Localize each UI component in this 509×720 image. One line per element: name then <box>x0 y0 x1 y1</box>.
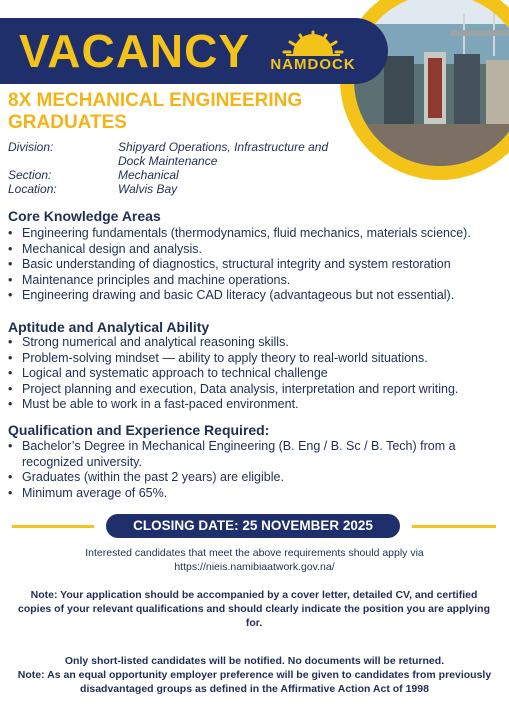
meta-value: Mechanical <box>118 168 179 182</box>
meta-key: Location: <box>8 182 57 196</box>
divider-right <box>412 525 496 528</box>
meta-location <box>8 182 358 196</box>
list-item: • Mechanical design and analysis. <box>8 242 503 258</box>
divider-left <box>12 525 94 528</box>
section-heading-aptitude: Aptitude and Analytical Ability <box>8 319 210 335</box>
meta-key: Division: <box>8 140 54 154</box>
shortlist-note: Only short-listed candidates will be notified. No documents will be returned. <box>64 655 445 667</box>
list-item: • Basic understanding of diagnostics, structural integrity and system restoration <box>8 257 503 273</box>
list-item: • Strong numerical and analytical reasoning skills. <box>8 335 503 351</box>
job-title: 8X MECHANICAL ENGINEERING GRADUATES <box>8 90 303 133</box>
apply-link[interactable]: https://nieis.namibiaatwork.gov.na/ <box>174 561 335 573</box>
list-item: • Must be able to work in a fast-paced environment. <box>8 397 503 413</box>
section-heading-core: Core Knowledge Areas <box>8 208 161 224</box>
logo-text: NAMDOCK <box>270 56 356 73</box>
list-item: • Problem-solving mindset — ability to apply theory to real-world situations. <box>8 351 503 367</box>
list-item: • Maintenance principles and machine operations. <box>8 273 503 289</box>
list-item: • Minimum average of 65%. <box>8 486 478 502</box>
section-heading-qualification: Qualification and Experience Required: <box>8 422 270 438</box>
list-item: • Engineering drawing and basic CAD literacy (advantageous but not essential). <box>8 288 503 304</box>
meta-division <box>8 140 358 168</box>
meta-value: Shipyard Operations, Infrastructure and Dock Maintenance <box>118 140 329 168</box>
banner-title: VACANCY <box>19 25 251 77</box>
sun-icon <box>266 30 360 58</box>
list-item: • Bachelor’s Degree in Mechanical Engineering (B. Eng / B. Sc / B. Tech) from a recognized university. <box>8 439 478 470</box>
list-item: • Graduates (within the past 2 years) are eligible. <box>8 470 478 486</box>
aptitude-list <box>8 335 503 413</box>
closing-date-badge: CLOSING DATE: 25 NOVEMBER 2025 <box>106 514 400 538</box>
job-meta <box>8 140 358 196</box>
meta-key: Section: <box>8 168 52 182</box>
meta-value: Walvis Bay <box>118 182 178 196</box>
core-knowledge-list <box>8 226 503 304</box>
namdock-logo <box>266 30 360 74</box>
qualification-list <box>8 439 478 501</box>
meta-section <box>8 168 358 182</box>
list-item: • Engineering fundamentals (thermodynamics, fluid mechanics, materials science). <box>8 226 503 242</box>
list-item: • Project planning and execution, Data analysis, interpretation and report writing. <box>8 382 503 398</box>
list-item: • Logical and systematic approach to technical challenge <box>8 366 503 382</box>
equal-opportunity-note: Note: As an equal opportunity employer preference will be given to candidates from previously disadvantaged groups as defined in the Affirmative Action Act of 1998 <box>17 669 492 695</box>
application-note: Note: Your application should be accompanied by a cover letter, detailed CV, and certified copies of your relevant qualifications and should clearly indicate the position you are applying for. <box>17 589 490 629</box>
apply-text: Interested candidates that meet the above requirements should apply via <box>85 547 424 559</box>
